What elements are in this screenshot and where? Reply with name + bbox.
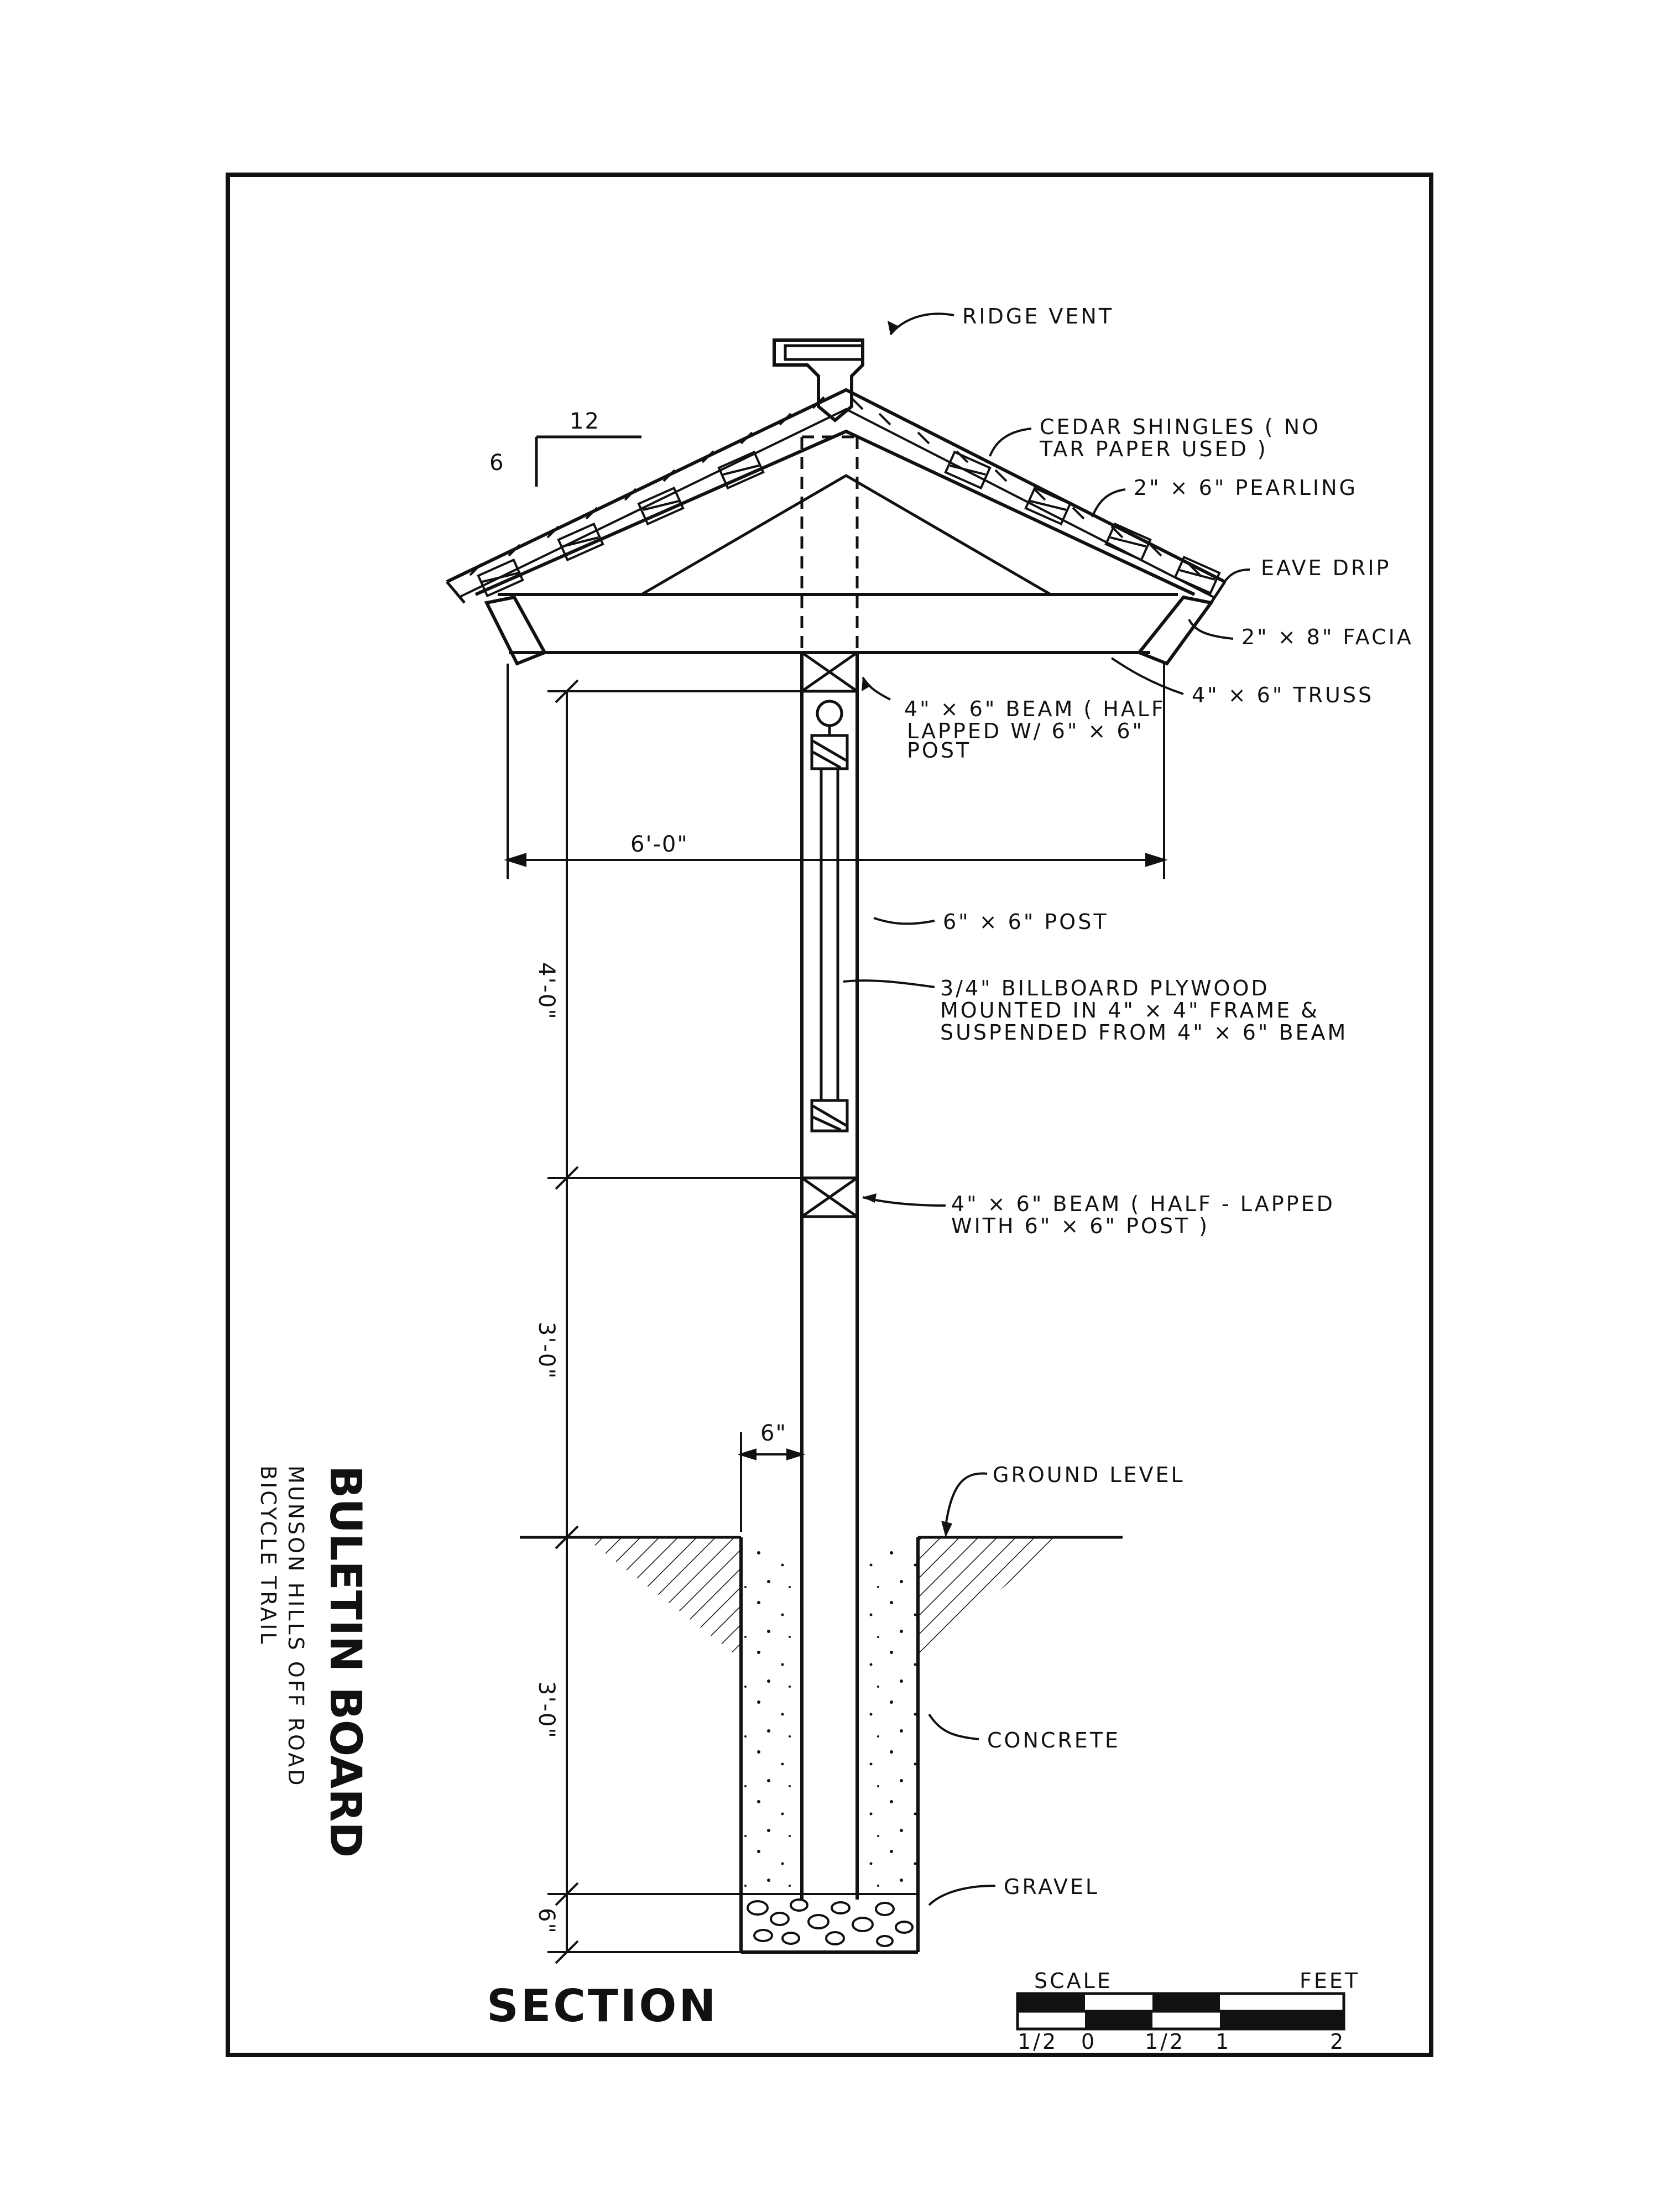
section-label: SECTION	[487, 1980, 718, 2032]
dimension-lines	[508, 664, 1164, 1963]
callout-ridge-vent: RIDGE VENT	[962, 304, 1114, 328]
leader-arrows	[862, 321, 952, 1537]
dim-clear: 3'-0"	[534, 1322, 559, 1380]
callout-cedar-2: TAR PAPER USED )	[1040, 437, 1268, 461]
billboard	[812, 701, 847, 1131]
roof-pitch-symbol	[489, 409, 641, 487]
drawing-subtitle-1: MUNSON HILLS OFF ROAD	[284, 1465, 308, 1788]
callout-cedar-1: CEDAR SHINGLES ( NO	[1040, 415, 1321, 439]
dim-footing: 3'-0"	[534, 1681, 559, 1739]
ridge-vent	[774, 340, 863, 420]
callout-truss: 4" × 6" TRUSS	[1192, 683, 1374, 707]
top-beam	[802, 653, 857, 691]
callout-beam-low-1: 4" × 6" BEAM ( HALF - LAPPED	[951, 1192, 1335, 1216]
lower-beam	[802, 1178, 857, 1217]
pitch-run: 12	[570, 409, 600, 434]
pitch-rise: 6	[489, 450, 505, 476]
callout-pearling: 2" × 6" PEARLING	[1134, 476, 1358, 500]
callout-plywood-3: SUSPENDED FROM 4" × 6" BEAM	[940, 1020, 1348, 1045]
drawing-title: BULETIN BOARD	[320, 1465, 370, 1858]
title-block	[256, 1465, 370, 1858]
dim-width: 6'-0"	[630, 832, 688, 857]
scale-bar	[1018, 1969, 1360, 2054]
callout-beam-top-2: LAPPED W/ 6" × 6"	[907, 719, 1144, 743]
dim-gravel: 6"	[534, 1908, 559, 1934]
callout-ground: GROUND LEVEL	[993, 1463, 1185, 1487]
callouts	[904, 304, 1413, 1899]
dim-post-offset: 6"	[760, 1421, 787, 1446]
scale-tick-two: 2	[1330, 2030, 1346, 2054]
drawing-subtitle-2: BICYCLE TRAIL	[256, 1465, 280, 1646]
callout-gravel: GRAVEL	[1004, 1875, 1100, 1899]
callout-beam-top-3: POST	[907, 738, 972, 763]
callout-plywood-2: MOUNTED IN 4" × 4" FRAME &	[940, 998, 1319, 1022]
scale-tick-one: 1	[1215, 2030, 1232, 2054]
post	[802, 437, 857, 1900]
dim-board: 4'-0"	[534, 962, 559, 1020]
callout-beam-low-2: WITH 6" × 6" POST )	[951, 1214, 1210, 1238]
scale-tick-half-left: 1/2	[1018, 2030, 1058, 2054]
callout-beam-top-1: 4" × 6" BEAM ( HALF	[904, 697, 1166, 721]
callout-plywood-1: 3/4" BILLBOARD PLYWOOD	[940, 976, 1270, 1000]
scale-left-label: SCALE	[1034, 1969, 1113, 1993]
scale-tick-half: 1/2	[1145, 2030, 1186, 2054]
callout-eave-drip: EAVE DRIP	[1261, 556, 1391, 580]
callout-post: 6" × 6" POST	[943, 910, 1109, 934]
scale-right-label: FEET	[1300, 1969, 1360, 1993]
scale-tick-zero: 0	[1081, 2030, 1097, 2054]
callout-facia: 2" × 8" FACIA	[1241, 625, 1413, 649]
callout-concrete: CONCRETE	[987, 1728, 1121, 1752]
